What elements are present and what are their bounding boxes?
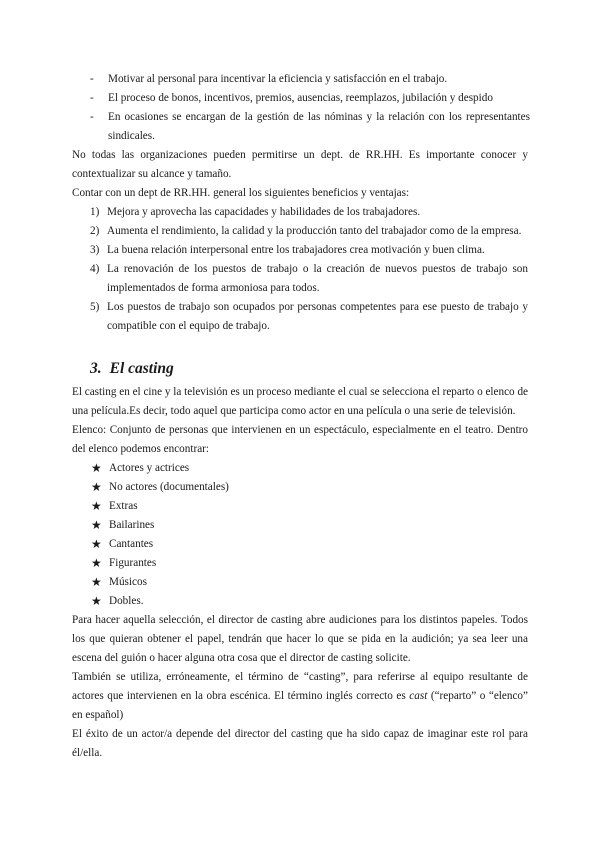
list-item — [90, 70, 530, 89]
list-item-text: Músicos — [109, 576, 147, 588]
bullet-text: El proceso de bonos, incentivos, premios, ausencias, reemplazos, jubilación y despido — [108, 92, 493, 104]
elenco-star-list — [72, 459, 528, 611]
list-item — [72, 573, 528, 592]
star-icon: ★ — [91, 556, 102, 570]
section-title: El casting — [109, 360, 174, 377]
termino-text-before: También se utiliza, erróneamente, el término de “casting”, para referirse al equipo resultante de actores que intervienen en la obra escénica. El término inglés correcto es — [72, 671, 528, 702]
list-item-text: Dobles. — [109, 595, 144, 607]
section-heading — [90, 358, 174, 380]
list-item — [90, 108, 530, 146]
list-item-text: Mejora y aprovecha las capacidades y habilidades de los trabajadores. — [107, 206, 421, 218]
list-item — [72, 222, 528, 241]
list-item-text: La buena relación interpersonal entre los trabajadores crea motivación y buen clima. — [107, 244, 485, 256]
paragraph-termino — [72, 668, 528, 725]
paragraph-elenco: Elenco: Conjunto de personas que intervienen en un espectáculo, especialmente en el teatro. Dentro del elenco podemos encontrar: — [72, 424, 528, 455]
list-item — [72, 535, 528, 554]
star-icon: ★ — [91, 499, 102, 513]
list-item — [72, 203, 528, 222]
bullet-dash: - — [90, 92, 94, 104]
paragraph-benefits-intro: Contar con un dept de RR.HH. general los siguientes beneficios y ventajas: — [72, 187, 410, 199]
paragraph-rrhh: No todas las organizaciones pueden permitirse un dept. de RR.HH. Es importante conocer y contextualizar su alcance y tamaño. — [72, 149, 528, 180]
paragraph-seleccion: Para hacer aquella selección, el director de casting abre audiciones para los distintos papeles. Todos los que quieran obtener el papel, tendrán que hacer lo que se pida en la audición; ya sea leer una escena del guión o hacer alguna otra cosa que el director de casting solicite. — [72, 614, 528, 664]
bullet-dash: - — [90, 73, 94, 85]
list-item-text: Actores y actrices — [109, 462, 190, 474]
star-icon: ★ — [91, 537, 102, 551]
list-item-text: Cantantes — [109, 538, 154, 550]
list-item — [72, 241, 528, 260]
list-item — [90, 89, 530, 108]
star-icon: ★ — [91, 480, 102, 494]
list-item — [72, 592, 528, 611]
paragraph-exito: El éxito de un actor/a depende del director del casting que ha sido capaz de imaginar este rol para él/ella. — [72, 728, 528, 759]
list-item — [72, 497, 528, 516]
list-item-text: Bailarines — [109, 519, 155, 531]
list-number: 3) — [90, 244, 100, 256]
list-item — [72, 298, 528, 336]
star-icon: ★ — [91, 518, 102, 532]
star-icon: ★ — [91, 575, 102, 589]
list-item-text: Figurantes — [109, 557, 157, 569]
termino-text-after: (“reparto” o “elenco” en español) — [72, 690, 528, 721]
list-item-text: La renovación de los puestos de trabajo o la creación de nuevos puestos de trabajo son implementados de forma armoniosa para todos. — [107, 263, 528, 294]
list-item-text: Extras — [109, 500, 138, 512]
benefits-numbered-list — [72, 203, 528, 336]
star-icon: ★ — [91, 461, 102, 475]
intro-bullet-list — [90, 70, 530, 146]
list-item — [72, 516, 528, 535]
list-number: 1) — [90, 206, 100, 218]
section-number: 3. — [90, 360, 102, 377]
list-number: 4) — [90, 263, 100, 275]
list-number: 5) — [90, 301, 100, 313]
bullet-text: Motivar al personal para incentivar la eficiencia y satisfacción en el trabajo. — [108, 73, 448, 85]
termino-italic-word: cast — [409, 690, 428, 702]
list-item — [72, 260, 528, 298]
bullet-dash: - — [90, 111, 94, 123]
list-number: 2) — [90, 225, 100, 237]
star-icon: ★ — [91, 594, 102, 608]
bullet-text: En ocasiones se encargan de la gestión de las nóminas y la relación con los representantes sindicales. — [108, 111, 530, 142]
list-item — [72, 478, 528, 497]
list-item-text: Aumenta el rendimiento, la calidad y la producción tanto del trabajador como de la empresa. — [107, 225, 522, 237]
paragraph-casting: El casting en el cine y la televisión es un proceso mediante el cual se selecciona el reparto o elenco de una película.Es decir, todo aquel que participa como actor en una película o una serie de televisión. — [72, 386, 529, 417]
list-item-text: Los puestos de trabajo son ocupados por personas competentes para ese puesto de trabajo y compatible con el equipo de trabajo. — [107, 301, 528, 332]
list-item-text: No actores (documentales) — [109, 481, 229, 493]
list-item — [72, 554, 528, 573]
list-item — [72, 459, 528, 478]
